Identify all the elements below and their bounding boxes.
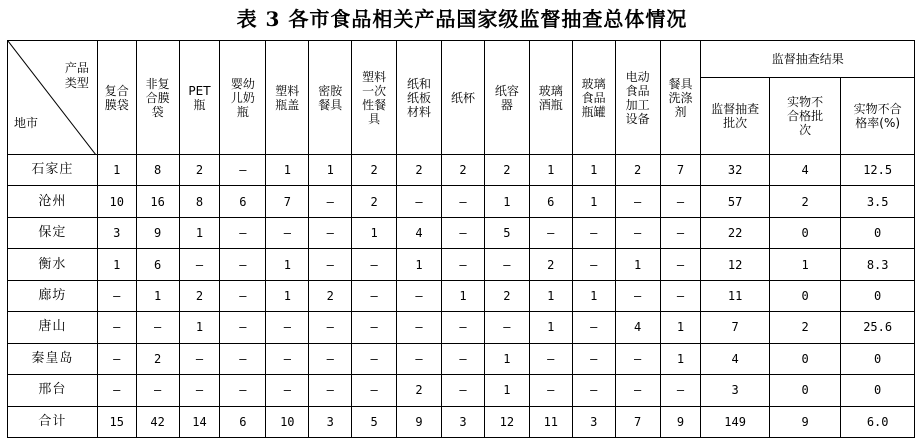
value-cell: 1 xyxy=(529,280,572,311)
value-cell: 1 xyxy=(97,155,136,186)
value-cell: 1 xyxy=(136,280,179,311)
value-cell: — xyxy=(529,217,572,248)
value-cell: — xyxy=(220,280,266,311)
value-cell: 0 xyxy=(841,343,915,374)
value-cell: — xyxy=(309,312,352,343)
value-cell: 7 xyxy=(266,186,309,217)
value-cell: 1 xyxy=(352,217,397,248)
value-cell: 2 xyxy=(179,155,220,186)
value-cell: — xyxy=(660,217,701,248)
value-cell: — xyxy=(572,217,615,248)
value-cell: — xyxy=(266,343,309,374)
value-cell: 1 xyxy=(529,312,572,343)
value-cell: — xyxy=(220,375,266,406)
value-cell: 1 xyxy=(266,280,309,311)
value-cell: 2 xyxy=(309,280,352,311)
value-cell: 6 xyxy=(220,186,266,217)
column-header-result: 实物不 合格批 次 xyxy=(769,78,840,155)
value-cell: 0 xyxy=(841,217,915,248)
value-cell: — xyxy=(615,375,660,406)
value-cell: — xyxy=(220,155,266,186)
value-cell: 8 xyxy=(136,155,179,186)
table-row xyxy=(8,375,915,406)
value-cell: — xyxy=(266,375,309,406)
value-cell: — xyxy=(309,217,352,248)
value-cell: 2 xyxy=(769,186,840,217)
value-cell: 2 xyxy=(484,280,529,311)
value-cell: 9 xyxy=(769,406,840,438)
value-cell: 8 xyxy=(179,186,220,217)
value-cell: 32 xyxy=(701,155,769,186)
value-cell: — xyxy=(572,249,615,280)
table-row xyxy=(8,343,915,374)
value-cell: — xyxy=(529,375,572,406)
value-cell: 2 xyxy=(397,155,442,186)
value-cell: 1 xyxy=(309,155,352,186)
value-cell: 3 xyxy=(97,217,136,248)
value-cell: 16 xyxy=(136,186,179,217)
value-cell: 1 xyxy=(529,155,572,186)
value-cell: — xyxy=(266,217,309,248)
value-cell: 0 xyxy=(769,217,840,248)
value-cell: 1 xyxy=(484,343,529,374)
value-cell: 2 xyxy=(769,312,840,343)
value-cell: 2 xyxy=(484,155,529,186)
value-cell: — xyxy=(660,249,701,280)
value-cell: — xyxy=(397,343,442,374)
table-row xyxy=(8,406,915,438)
value-cell: 2 xyxy=(615,155,660,186)
value-cell: — xyxy=(136,312,179,343)
value-cell: — xyxy=(97,312,136,343)
table-row xyxy=(8,249,915,280)
value-cell: 2 xyxy=(352,155,397,186)
value-cell: — xyxy=(266,312,309,343)
value-cell: 3 xyxy=(572,406,615,438)
value-cell: 3 xyxy=(309,406,352,438)
value-cell: 42 xyxy=(136,406,179,438)
value-cell: — xyxy=(660,375,701,406)
column-header-product-type: 纸和 纸板 材料 xyxy=(397,41,442,155)
column-header-product-type: PET 瓶 xyxy=(179,41,220,155)
value-cell: 2 xyxy=(529,249,572,280)
column-header-product-type: 复合 膜袋 xyxy=(97,41,136,155)
value-cell: 0 xyxy=(769,375,840,406)
value-cell: — xyxy=(309,343,352,374)
value-cell: — xyxy=(220,249,266,280)
value-cell: 5 xyxy=(352,406,397,438)
value-cell: — xyxy=(97,280,136,311)
value-cell: 1 xyxy=(615,249,660,280)
table-row xyxy=(8,217,915,248)
value-cell: — xyxy=(220,217,266,248)
corner-city-label: 地市 xyxy=(14,116,39,130)
value-cell: 8.3 xyxy=(841,249,915,280)
column-header-product-type: 玻璃 食品 瓶罐 xyxy=(572,41,615,155)
value-cell: — xyxy=(442,217,485,248)
city-cell: 秦皇岛 xyxy=(8,343,98,374)
value-cell: 11 xyxy=(701,280,769,311)
value-cell: 1 xyxy=(97,249,136,280)
value-cell: — xyxy=(442,249,485,280)
value-cell: 9 xyxy=(397,406,442,438)
value-cell: 1 xyxy=(266,249,309,280)
value-cell: 12 xyxy=(701,249,769,280)
value-cell: — xyxy=(484,312,529,343)
column-header-product-type: 塑料 一次 性餐 具 xyxy=(352,41,397,155)
value-cell: — xyxy=(97,343,136,374)
value-cell: 5 xyxy=(484,217,529,248)
value-cell: — xyxy=(179,249,220,280)
city-cell: 邢台 xyxy=(8,375,98,406)
value-cell: 7 xyxy=(701,312,769,343)
value-cell: 2 xyxy=(136,343,179,374)
value-cell: — xyxy=(309,375,352,406)
value-cell: 6 xyxy=(220,406,266,438)
value-cell: 2 xyxy=(442,155,485,186)
value-cell: — xyxy=(572,343,615,374)
value-cell: 10 xyxy=(266,406,309,438)
value-cell: 10 xyxy=(97,186,136,217)
city-cell: 合计 xyxy=(8,406,98,438)
city-cell: 石家庄 xyxy=(8,155,98,186)
city-cell: 衡水 xyxy=(8,249,98,280)
value-cell: 1 xyxy=(179,312,220,343)
value-cell: — xyxy=(352,375,397,406)
table-row xyxy=(8,186,915,217)
value-cell: 11 xyxy=(529,406,572,438)
results-group-header: 监督抽查结果 xyxy=(701,41,915,78)
value-cell: — xyxy=(572,375,615,406)
value-cell: 22 xyxy=(701,217,769,248)
corner-product-type-label: 产品 类型 xyxy=(64,61,89,90)
table-row xyxy=(8,155,915,186)
column-header-product-type: 餐具 洗涤 剂 xyxy=(660,41,701,155)
table-title: 表 3 各市食品相关产品国家级监督抽查总体情况 xyxy=(236,7,688,31)
value-cell: 0 xyxy=(841,280,915,311)
value-cell: 2 xyxy=(352,186,397,217)
value-cell: — xyxy=(660,186,701,217)
value-cell: — xyxy=(397,186,442,217)
value-cell: — xyxy=(615,186,660,217)
value-cell: — xyxy=(397,312,442,343)
value-cell: 7 xyxy=(660,155,701,186)
table-row xyxy=(8,280,915,311)
value-cell: 1 xyxy=(179,217,220,248)
city-cell: 保定 xyxy=(8,217,98,248)
value-cell: 9 xyxy=(660,406,701,438)
value-cell: 1 xyxy=(572,155,615,186)
value-cell: 149 xyxy=(701,406,769,438)
value-cell: — xyxy=(660,280,701,311)
value-cell: 4 xyxy=(769,155,840,186)
table-row xyxy=(8,312,915,343)
value-cell: — xyxy=(615,217,660,248)
value-cell: — xyxy=(220,343,266,374)
value-cell: 3 xyxy=(701,375,769,406)
city-cell: 沧州 xyxy=(8,186,98,217)
value-cell: 1 xyxy=(660,343,701,374)
value-cell: 4 xyxy=(701,343,769,374)
value-cell: 1 xyxy=(266,155,309,186)
value-cell: — xyxy=(179,375,220,406)
value-cell: 25.6 xyxy=(841,312,915,343)
value-cell: — xyxy=(442,312,485,343)
diagonal-line xyxy=(8,41,96,155)
value-cell: 9 xyxy=(136,217,179,248)
value-cell: — xyxy=(442,186,485,217)
value-cell: 1 xyxy=(397,249,442,280)
value-cell: — xyxy=(352,249,397,280)
value-cell: — xyxy=(309,249,352,280)
value-cell: — xyxy=(529,343,572,374)
value-cell: 0 xyxy=(841,375,915,406)
value-cell: 3 xyxy=(442,406,485,438)
value-cell: 6.0 xyxy=(841,406,915,438)
column-header-product-type: 塑料 瓶盖 xyxy=(266,41,309,155)
value-cell: 1 xyxy=(442,280,485,311)
value-cell: 2 xyxy=(179,280,220,311)
value-cell: 4 xyxy=(615,312,660,343)
value-cell: — xyxy=(179,343,220,374)
value-cell: — xyxy=(97,375,136,406)
value-cell: 1 xyxy=(572,186,615,217)
value-cell: 0 xyxy=(769,280,840,311)
value-cell: 57 xyxy=(701,186,769,217)
value-cell: — xyxy=(352,343,397,374)
value-cell: — xyxy=(220,312,266,343)
value-cell: — xyxy=(615,280,660,311)
value-cell: 1 xyxy=(660,312,701,343)
column-header-product-type: 非复 合膜 袋 xyxy=(136,41,179,155)
value-cell: 7 xyxy=(615,406,660,438)
value-cell: 6 xyxy=(529,186,572,217)
value-cell: 1 xyxy=(572,280,615,311)
column-header-result: 监督抽查 批次 xyxy=(701,78,769,155)
value-cell: 6 xyxy=(136,249,179,280)
city-cell: 唐山 xyxy=(8,312,98,343)
column-header-product-type: 婴幼 儿奶 瓶 xyxy=(220,41,266,155)
value-cell: — xyxy=(397,280,442,311)
value-cell: — xyxy=(442,343,485,374)
corner-header xyxy=(8,41,98,155)
value-cell: — xyxy=(352,280,397,311)
value-cell: 1 xyxy=(484,186,529,217)
value-cell: 14 xyxy=(179,406,220,438)
value-cell: 3.5 xyxy=(841,186,915,217)
inspection-table xyxy=(7,40,915,438)
value-cell: 12.5 xyxy=(841,155,915,186)
column-header-product-type: 纸容 器 xyxy=(484,41,529,155)
value-cell: — xyxy=(615,343,660,374)
value-cell: — xyxy=(442,375,485,406)
column-header-product-type: 纸杯 xyxy=(442,41,485,155)
value-cell: — xyxy=(352,312,397,343)
value-cell: 2 xyxy=(397,375,442,406)
column-header-product-type: 电动 食品 加工 设备 xyxy=(615,41,660,155)
column-header-product-type: 玻璃 酒瓶 xyxy=(529,41,572,155)
city-cell: 廊坊 xyxy=(8,280,98,311)
value-cell: — xyxy=(309,186,352,217)
value-cell: 0 xyxy=(769,343,840,374)
value-cell: — xyxy=(136,375,179,406)
value-cell: — xyxy=(484,249,529,280)
value-cell: 4 xyxy=(397,217,442,248)
column-header-result: 实物不合 格率(%) xyxy=(841,78,915,155)
value-cell: 12 xyxy=(484,406,529,438)
value-cell: 1 xyxy=(484,375,529,406)
value-cell: 1 xyxy=(769,249,840,280)
column-header-product-type: 密胺 餐具 xyxy=(309,41,352,155)
value-cell: — xyxy=(572,312,615,343)
value-cell: 15 xyxy=(97,406,136,438)
